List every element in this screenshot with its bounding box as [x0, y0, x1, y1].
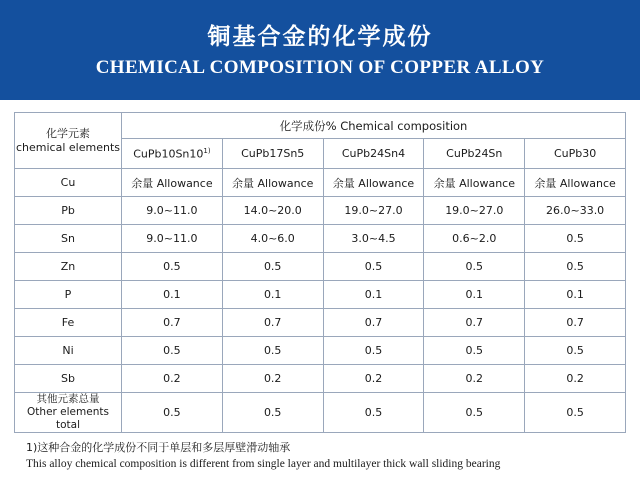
row-element-8-en: Other elements total — [27, 406, 109, 431]
cell-5-0: 0.7 — [122, 309, 223, 337]
cell-5-4: 0.7 — [525, 309, 626, 337]
cell-1-1: 14.0~20.0 — [222, 197, 323, 225]
cell-7-0: 0.2 — [122, 365, 223, 393]
table-row — [15, 281, 626, 309]
chemical-composition-table — [14, 112, 626, 433]
page-title-cn: 铜基合金的化学成份 — [207, 24, 433, 50]
table-body — [15, 113, 626, 433]
cell-7-4: 0.2 — [525, 365, 626, 393]
cell-8-0: 0.5 — [122, 393, 223, 433]
cell-1-0: 9.0~11.0 — [122, 197, 223, 225]
cell-8-4: 0.5 — [525, 393, 626, 433]
header-cell-composition: 化学成份% Chemical composition — [122, 113, 626, 139]
cell-1-3: 19.0~27.0 — [424, 197, 525, 225]
row-element-2: Sn — [15, 225, 122, 253]
cell-3-1: 0.5 — [222, 253, 323, 281]
cell-4-4: 0.1 — [525, 281, 626, 309]
table-header-row-1 — [15, 113, 626, 139]
cell-6-3: 0.5 — [424, 337, 525, 365]
cell-3-4: 0.5 — [525, 253, 626, 281]
table-row — [15, 365, 626, 393]
column-header-label-2: CuPb24Sn4 — [341, 147, 406, 160]
cell-6-1: 0.5 — [222, 337, 323, 365]
footnote-line-en: This alloy chemical composition is different from single layer and multilayer thick wall sliding bearing — [26, 458, 501, 470]
cell-4-0: 0.1 — [122, 281, 223, 309]
cell-2-3: 0.6~2.0 — [424, 225, 525, 253]
column-header-label-0: CuPb10Sn10 — [133, 147, 204, 161]
cell-0-0: 余量 Allowance — [122, 169, 223, 197]
column-header-2 — [323, 139, 424, 169]
column-header-0 — [122, 139, 223, 169]
cell-2-1: 4.0~6.0 — [222, 225, 323, 253]
table-row — [15, 169, 626, 197]
cell-0-3: 余量 Allowance — [424, 169, 525, 197]
cell-0-1: 余量 Allowance — [222, 169, 323, 197]
cell-2-2: 3.0~4.5 — [323, 225, 424, 253]
header-cell-elements — [15, 113, 122, 169]
table-row — [15, 337, 626, 365]
row-element-3: Zn — [15, 253, 122, 281]
cell-8-3: 0.5 — [424, 393, 525, 433]
cell-3-0: 0.5 — [122, 253, 223, 281]
table-row — [15, 253, 626, 281]
header-elements-cn: 化学元素 — [46, 126, 90, 140]
column-header-label-4: CuPb30 — [553, 147, 597, 160]
cell-7-2: 0.2 — [323, 365, 424, 393]
cell-5-1: 0.7 — [222, 309, 323, 337]
cell-6-2: 0.5 — [323, 337, 424, 365]
table-row — [15, 225, 626, 253]
row-element-5: Fe — [15, 309, 122, 337]
cell-8-2: 0.5 — [323, 393, 424, 433]
cell-6-0: 0.5 — [122, 337, 223, 365]
row-element-8-cn: 其他元素总量 — [36, 393, 100, 405]
row-element-4: P — [15, 281, 122, 309]
cell-5-2: 0.7 — [323, 309, 424, 337]
column-header-label-1: CuPb17Sn5 — [241, 147, 305, 160]
row-element-1: Pb — [15, 197, 122, 225]
cell-3-3: 0.5 — [424, 253, 525, 281]
cell-6-4: 0.5 — [525, 337, 626, 365]
cell-0-2: 余量 Allowance — [323, 169, 424, 197]
column-header-label-3: CuPb24Sn — [446, 147, 503, 160]
cell-4-3: 0.1 — [424, 281, 525, 309]
footnote-line-cn: 1)这种合金的化学成份不同于单层和多层厚壁滑动轴承 — [26, 441, 291, 454]
table-container — [0, 100, 640, 433]
cell-4-1: 0.1 — [222, 281, 323, 309]
row-element-7: Sb — [15, 365, 122, 393]
row-element-0: Cu — [15, 169, 122, 197]
cell-7-1: 0.2 — [222, 365, 323, 393]
table-row — [15, 197, 626, 225]
column-header-sup-0: 1) — [203, 146, 211, 155]
cell-3-2: 0.5 — [323, 253, 424, 281]
cell-2-0: 9.0~11.0 — [122, 225, 223, 253]
cell-1-2: 19.0~27.0 — [323, 197, 424, 225]
table-row — [15, 309, 626, 337]
page-header — [0, 0, 640, 100]
table-row — [15, 393, 626, 433]
cell-8-1: 0.5 — [222, 393, 323, 433]
page-title-en: CHEMICAL COMPOSITION OF COPPER ALLOY — [95, 57, 545, 78]
cell-2-4: 0.5 — [525, 225, 626, 253]
row-element-6: Ni — [15, 337, 122, 365]
row-element-8 — [15, 393, 122, 433]
column-header-3 — [424, 139, 525, 169]
cell-0-4: 余量 Allowance — [525, 169, 626, 197]
cell-7-3: 0.2 — [424, 365, 525, 393]
cell-4-2: 0.1 — [323, 281, 424, 309]
footnote — [0, 433, 640, 473]
column-header-1 — [222, 139, 323, 169]
column-header-4 — [525, 139, 626, 169]
cell-5-3: 0.7 — [424, 309, 525, 337]
cell-1-4: 26.0~33.0 — [525, 197, 626, 225]
header-elements-en: chemical elements — [16, 140, 120, 154]
